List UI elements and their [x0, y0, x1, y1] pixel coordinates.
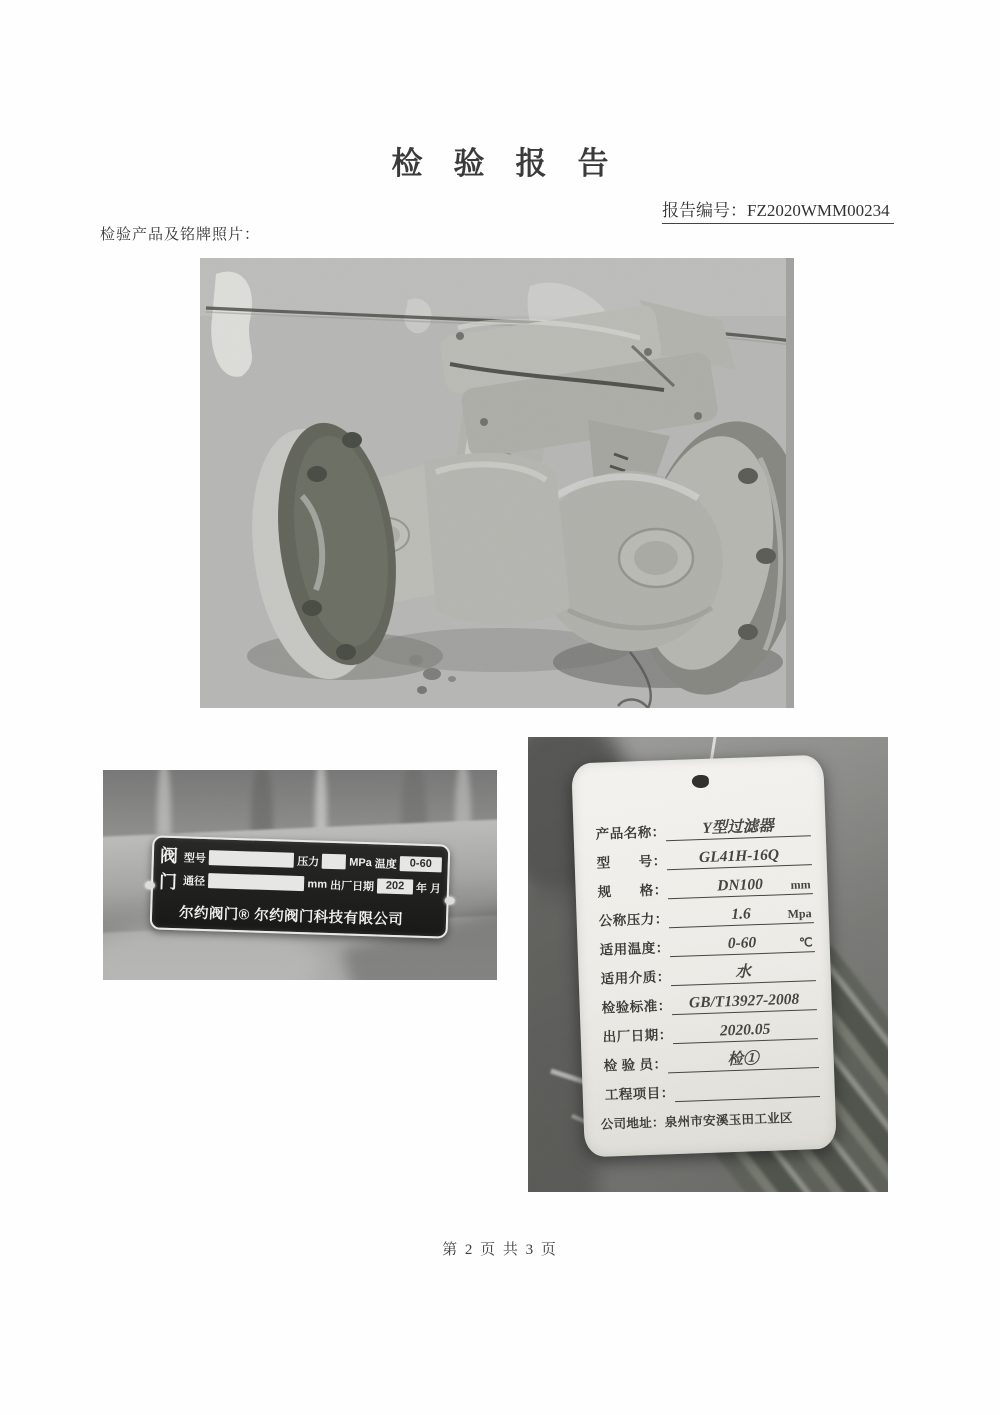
tag-field-label: 适用温度：: [599, 940, 670, 958]
tag-field-label: 适用介质：: [600, 969, 671, 987]
report-number: [662, 196, 894, 224]
page-title: 检验报告: [391, 146, 640, 181]
tag-field-value: GL41H-16Q: [698, 846, 780, 867]
temperature-field: 0-60: [400, 856, 442, 872]
nameplate-table: [183, 845, 442, 899]
nameplate-brand-vertical: 阀门: [158, 845, 179, 893]
page-footer: 第 2 页 共 3 页: [442, 1242, 558, 1258]
tag-field-line: [674, 1067, 820, 1102]
tag-field-label: 规 格：: [597, 882, 668, 900]
tag-field-label: 公称压力：: [598, 911, 669, 929]
tag-field-label: 产品名称：: [595, 824, 666, 842]
model-field-blank: [209, 850, 295, 868]
month-label: 月: [429, 882, 442, 895]
bore-unit: mm: [307, 877, 328, 891]
date-field: 202: [377, 878, 413, 894]
tag-field-label: 型 号：: [596, 853, 667, 871]
photo-paper-tag: [528, 737, 888, 1192]
tag-field-label: 工程项目：: [604, 1085, 676, 1103]
tag-field-unit: ℃: [798, 935, 813, 950]
temperature-label: 温度: [374, 857, 397, 871]
pressure-field-blank: [322, 854, 346, 870]
year-label: 年: [415, 882, 428, 895]
photo-product-valve: [200, 258, 794, 708]
tag-field-value: 水: [735, 963, 752, 981]
pressure-label: 压力: [296, 855, 320, 869]
tag-field-value: 2020.05: [719, 1020, 771, 1040]
bore-field-blank: [208, 873, 305, 891]
photo-nameplate: [103, 770, 497, 980]
tag-field-label: 检 验 员：: [603, 1056, 668, 1074]
tag-field-unit: Mpa: [787, 906, 812, 922]
date-label: 出厂日期: [329, 879, 375, 893]
report-number-label: 报告编号：: [662, 201, 747, 220]
tag-field-value: GB/T13927-2008: [688, 990, 800, 1012]
report-number-value: FZ2020WMM00234: [747, 201, 890, 220]
valve-illustration: [200, 258, 794, 708]
tag-field-value: [675, 1095, 820, 1100]
metal-nameplate: [150, 835, 451, 938]
pressure-unit: MPa: [348, 856, 372, 869]
nameplate-company: 尔约阀门® 尔约阀门科技有限公司: [178, 905, 404, 929]
tag-field-value: Y型过滤器: [702, 817, 775, 837]
tag-rows: [595, 807, 820, 1104]
tag-field-value: DN100: [716, 875, 764, 895]
rivet: [145, 881, 155, 889]
section-label-photos: 检验产品及铭牌照片：: [100, 227, 261, 243]
model-label: 型号: [183, 851, 207, 865]
tag-company-address: 公司地址：泉州市安溪玉田工业区: [600, 1111, 793, 1132]
tag-field-value: 检①: [727, 1050, 759, 1069]
tag-field-value: 1.6: [731, 905, 752, 924]
tag-field-unit: mm: [790, 877, 811, 892]
tag-hole: [692, 775, 709, 789]
paper-tag: [571, 755, 837, 1158]
tag-field-label: 检验标准：: [601, 998, 672, 1016]
tag-field-value: 0-60: [727, 934, 757, 953]
tag-field-label: 出厂日期：: [602, 1027, 673, 1045]
bore-label: 通径: [182, 874, 206, 888]
